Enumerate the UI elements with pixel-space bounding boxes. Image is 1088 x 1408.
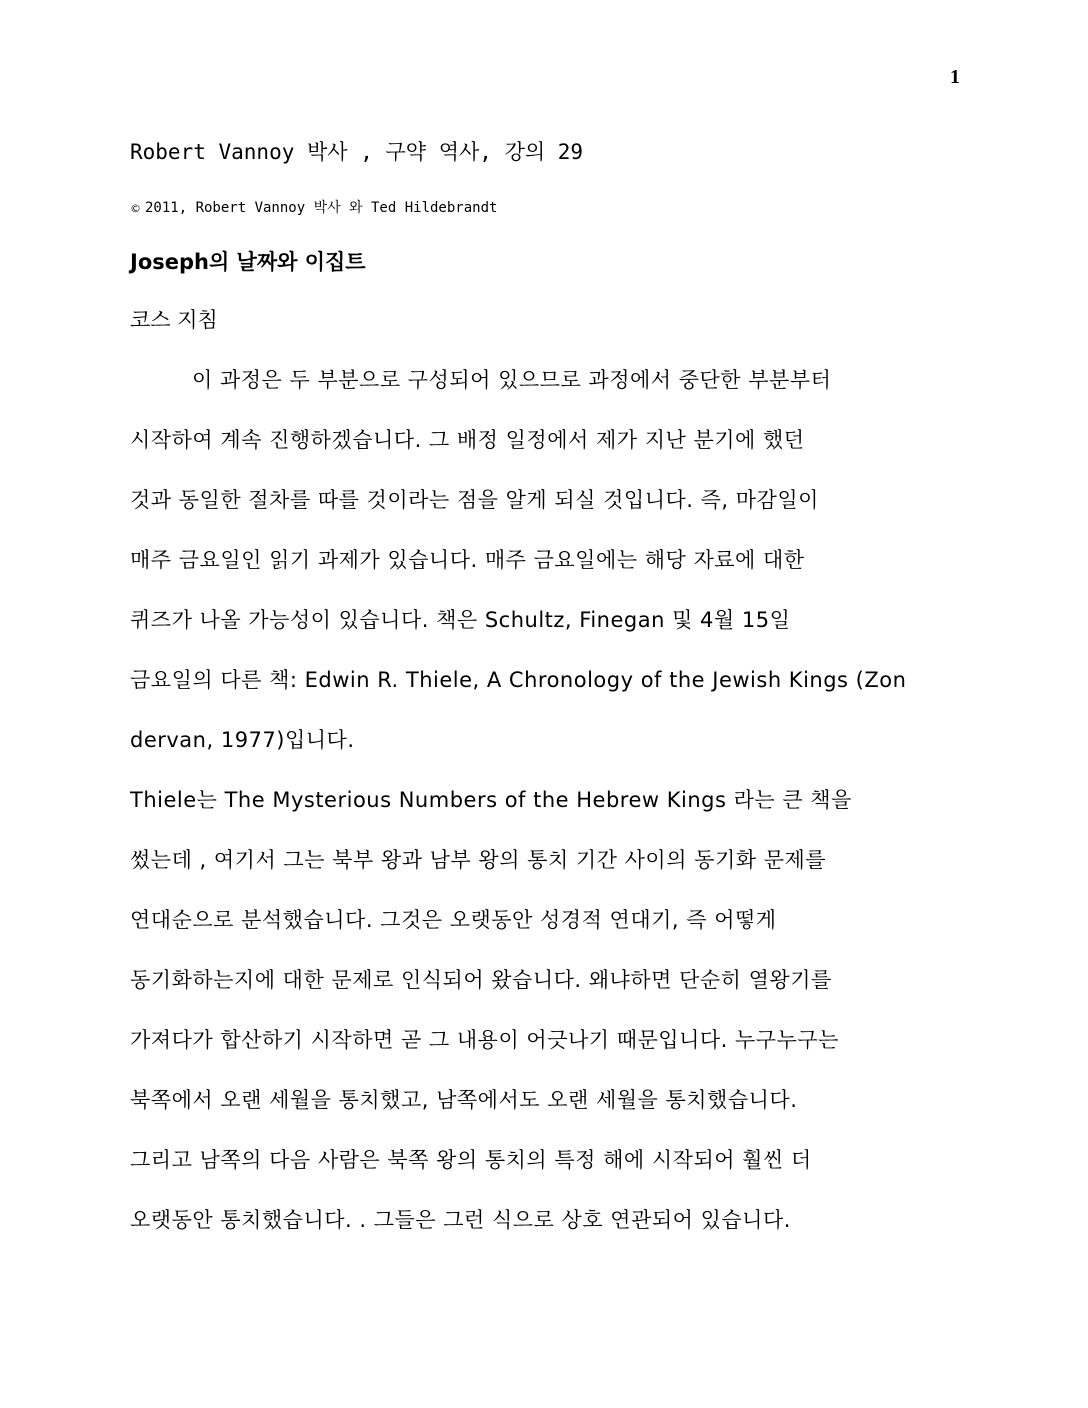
paragraph-2-line-5: 가져다가 합산하기 시작하면 곧 그 내용이 어긋나기 때문입니다. 누구누구는	[130, 1028, 839, 1052]
paragraph-1-line-3: 것과 동일한 절차를 따를 것이라는 점을 알게 되실 것입니다. 즉, 마감일이	[130, 488, 819, 512]
paragraph-1-line-1: 이 과정은 두 부분으로 구성되어 있으므로 과정에서 중단한 부분부터	[192, 368, 832, 392]
lecture-subtitle: Joseph의 날짜와 이집트	[130, 250, 366, 274]
section-heading: 코스 지침	[130, 308, 218, 332]
page-number: 1	[950, 66, 960, 88]
paragraph-2-line-2: 썼는데 , 여기서 그는 북부 왕과 남부 왕의 통치 기간 사이의 동기화 문제를	[130, 848, 827, 872]
paragraph-1-line-2: 시작하여 계속 진행하겠습니다. 그 배정 일정에서 제가 지난 분기에 했던	[130, 428, 805, 452]
paragraph-2-line-3: 연대순으로 분석했습니다. 그것은 오랫동안 성경적 연대기, 즉 어떻게	[130, 908, 777, 932]
paragraph-1-line-6: 금요일의 다른 책: Edwin R. Thiele, A Chronology of the Jewish Kings (Zon	[130, 668, 907, 692]
paragraph-1-line-5: 퀴즈가 나올 가능성이 있습니다. 책은 Schultz, Finegan 및 4월 15일	[130, 608, 791, 632]
copyright-line	[130, 198, 497, 219]
paragraph-1-line-4: 매주 금요일인 읽기 과제가 있습니다. 매주 금요일에는 해당 자료에 대한	[130, 548, 805, 572]
paragraph-2-line-7: 그리고 남쪽의 다음 사람은 북쪽 왕의 통치의 특정 해에 시작되어 훨씬 더	[130, 1148, 812, 1172]
paragraph-2-line-1: Thiele는 The Mysterious Numbers of the Hebrew Kings 라는 큰 책을	[130, 788, 852, 812]
paragraph-1-line-7: dervan, 1977)입니다.	[130, 728, 355, 752]
paragraph-2-line-8: 오랫동안 통치했습니다. . 그들은 그런 식으로 상호 연관되어 있습니다.	[130, 1208, 791, 1232]
paragraph-2-line-4: 동기화하는지에 대한 문제로 인식되어 왔습니다. 왜냐하면 단순히 열왕기를	[130, 968, 832, 992]
copyright-text: 2011, Robert Vannoy 박사 와 Ted Hildebrandt	[145, 200, 498, 216]
copyright-icon: ©	[130, 202, 141, 215]
paragraph-2-line-6: 북쪽에서 오랜 세월을 통치했고, 남쪽에서도 오랜 세월을 통치했습니다.	[130, 1088, 798, 1112]
lecture-title: Robert Vannoy 박사 , 구약 역사, 강의 29	[130, 140, 584, 164]
